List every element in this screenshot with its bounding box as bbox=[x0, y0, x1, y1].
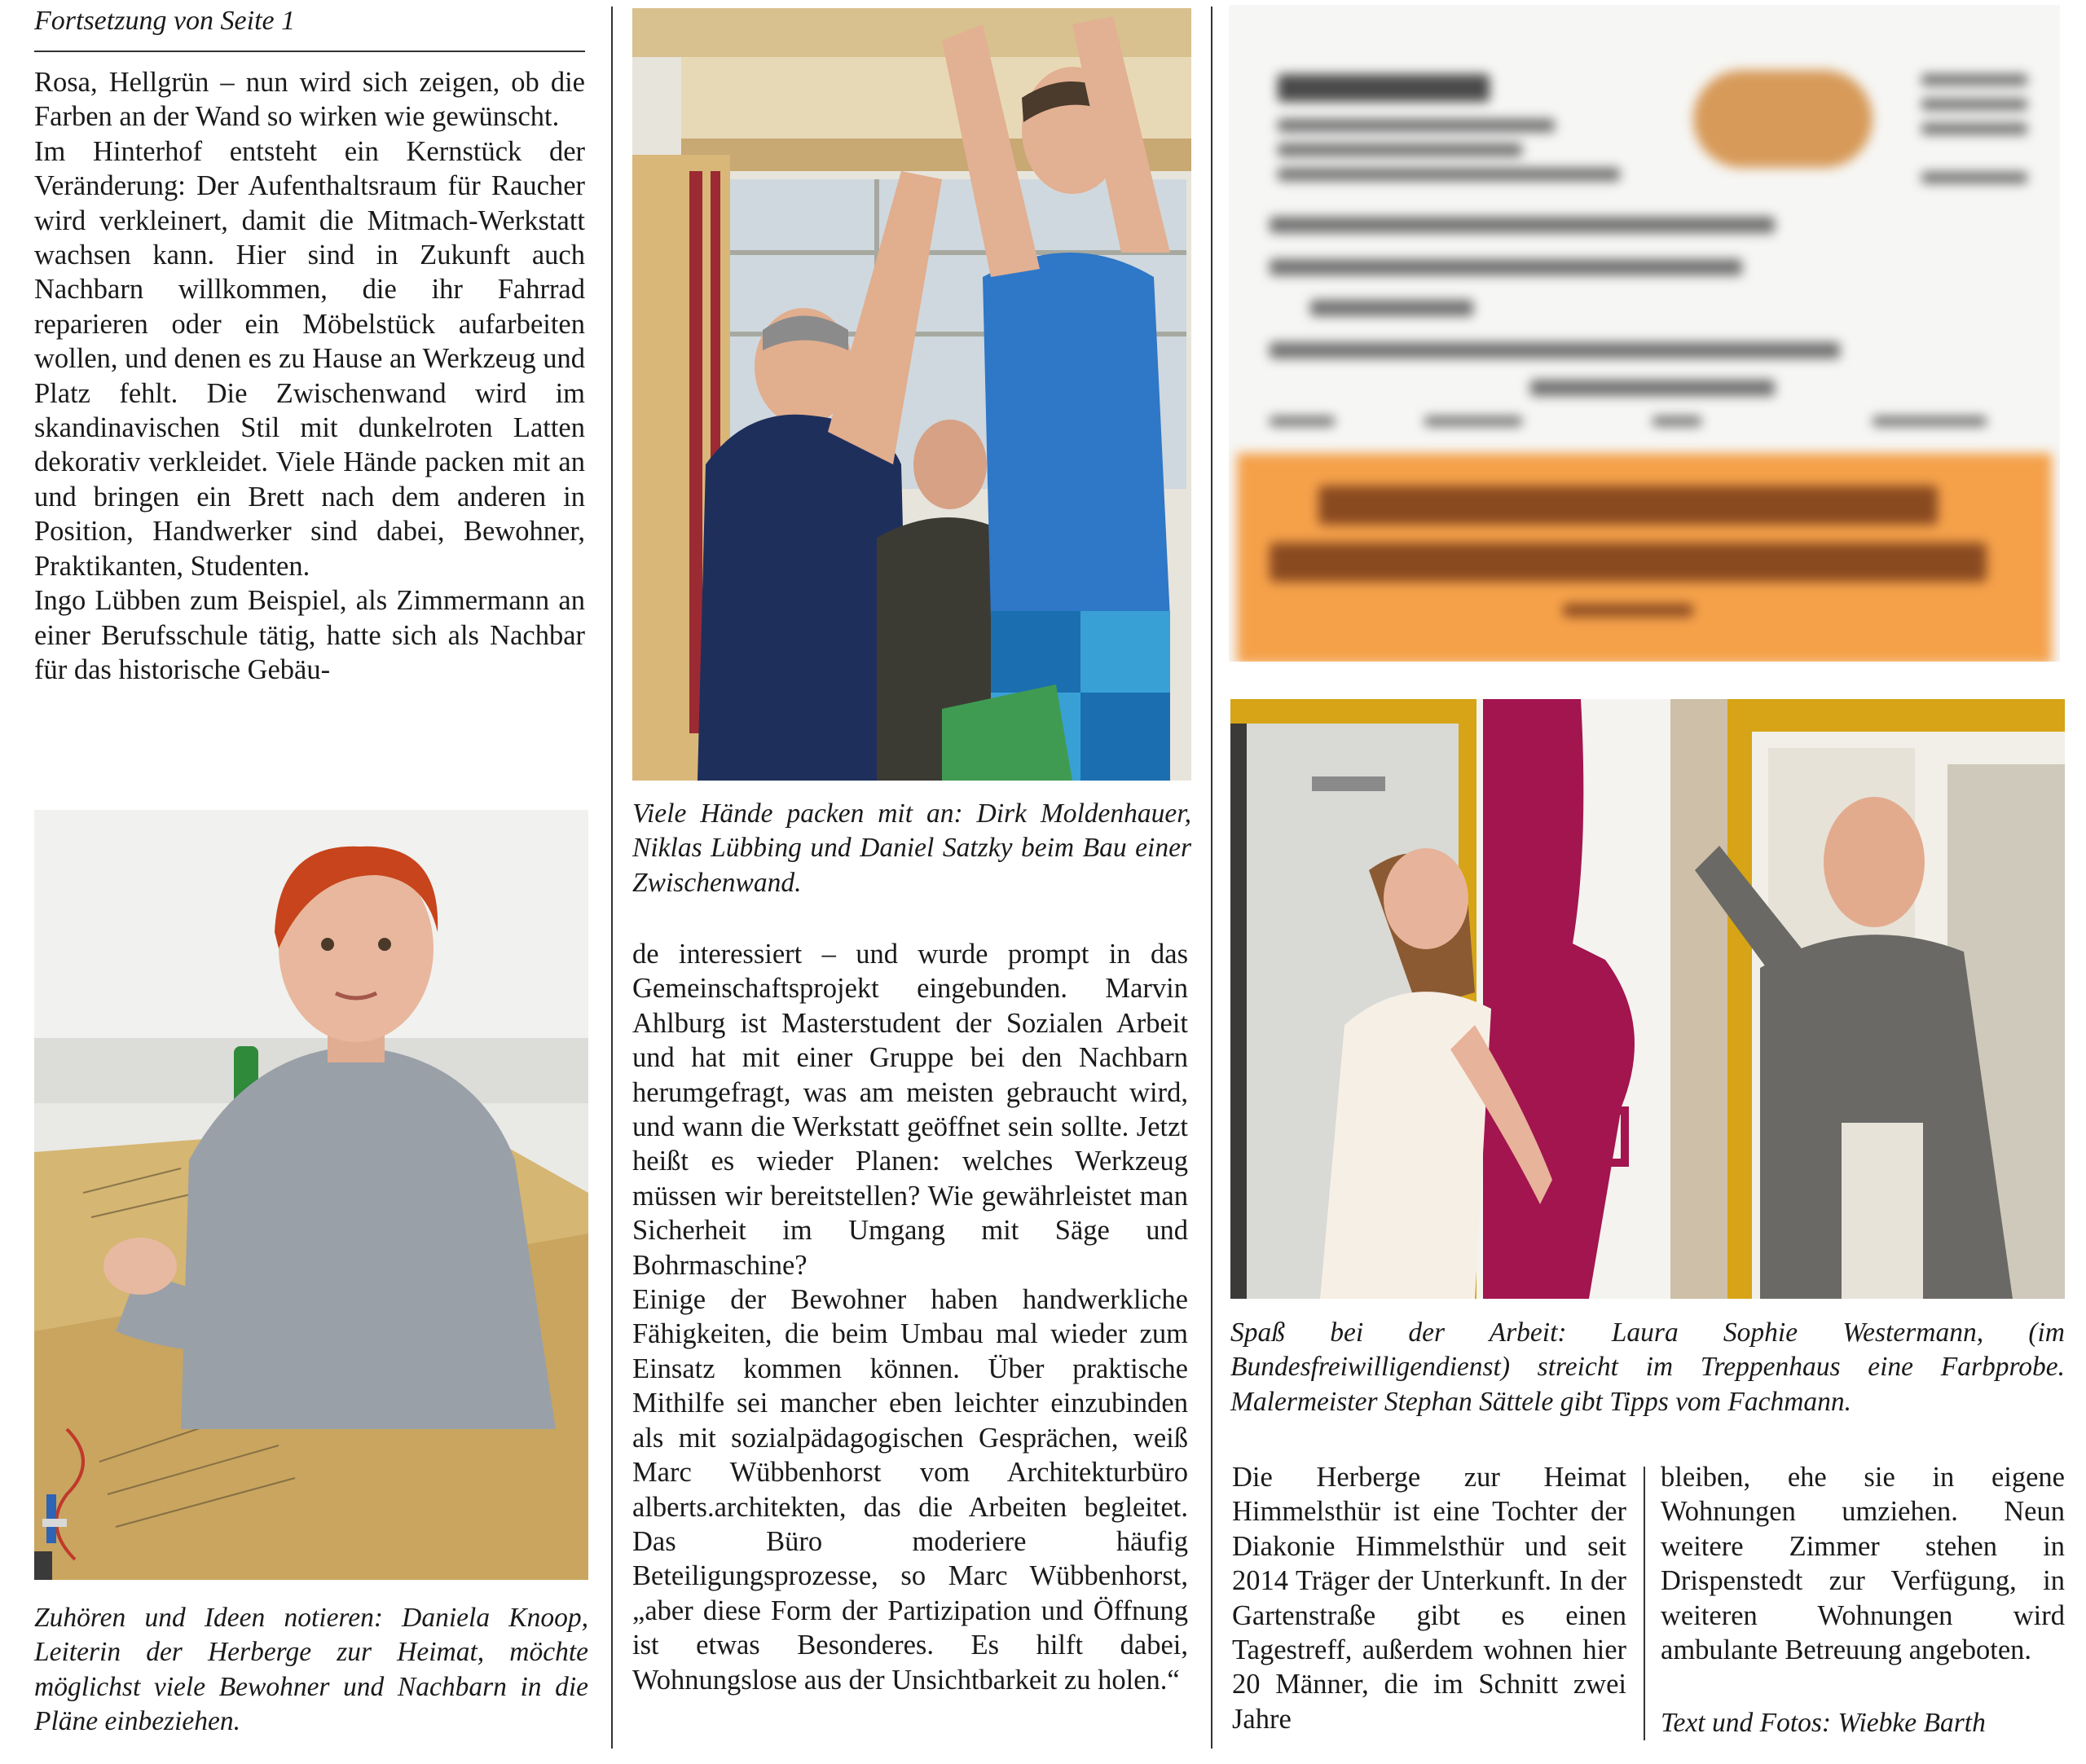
paragraph: Rosa, Hellgrün – nun wird sich zeigen, ob die Farben an der Wand so wirken wie gewünscht. bbox=[34, 67, 585, 133]
column-rule bbox=[1644, 1467, 1645, 1740]
column-rule bbox=[611, 7, 613, 1749]
paragraph: de interessiert – und wurde prompt in das Gemeinschaftsprojekt eingebunden. Marvin Ahlburg ist Masterstudent der Sozialen Arbeit und hat mit einer Gruppe bei den Nachbarn herumgefragt, was am meisten gebraucht wird, und wann die Werkstatt geöffnet sein sollte. Jetzt heißt es wieder Planen: welches Werkzeug müssen wir bereitstellen? Wie gewährleistet man Sicherheit im Umgang mit Säge und Bohrmaschine? bbox=[632, 939, 1188, 1281]
column-3b-text: bleiben, ehe sie in eigene Wohnungen umziehen. Neun weitere Zimmer stehen in Drispenstedt zur Verfügung, in weiteren Wohnungen wird ambulante Betreuung angeboten. bbox=[1661, 1462, 2065, 1666]
paragraph: Einige der Bewohner haben handwerkliche Fähigkeiten, die beim Umbau mal wieder zum Einsatz kommen können. Über praktische Mithilfe sei mancher eben leichter einzubinden als mit sozialpädagogischen Gesprächen, weiß Marc Wübbenhorst vom Architekturbüro alberts.architekten, das die Arbeiten begleitet. Das Büro moderiere häufig Beteiligungsprozesse, so Marc Wübbenhorst, „aber diese Form der Partizipation und Öffnung ist etwas Besonderes. Es hilft dabei, Wohnungslose aus der Unsichtbarkeit zu holen.“ bbox=[632, 1284, 1188, 1696]
column-1-text bbox=[34, 65, 585, 687]
photo-daniela-knoop bbox=[34, 810, 588, 1580]
photo-credit: Text und Fotos: Wiebke Barth bbox=[1661, 1708, 1986, 1738]
column-3a-text: Die Herberge zur Heimat Himmelsthür ist eine Tochter der Diakonie Himmelsthür und seit 2014 Träger der Unterkunft. In der Gartenstraße gibt es einen Tagestreff, außerdem wohnen hier 20 Männer, die im Schnitt zwei Jahre bbox=[1232, 1462, 1626, 1735]
caption-right-photo: Spaß bei der Arbeit: Laura Sophie Westermann, (im Bundesfreiwilligendienst) streicht im Treppenhaus eine Farbprobe. Malermeister Stephan Sättele gibt Tipps vom Fachmann. bbox=[1230, 1318, 2065, 1417]
paragraph: Ingo Lübben zum Beispiel, als Zimmermann an einer Berufsschule tätig, hatte sich als Nachbar für das historische Gebäu- bbox=[34, 585, 585, 685]
photo-zwischenwand bbox=[632, 8, 1191, 781]
caption-left-photo: Zuhören und Ideen notieren: Daniela Knoop, Leiterin der Herberge zur Heimat, möchte möglichst viele Bewohner und Nachbarn in die Pläne einbeziehen. bbox=[34, 1603, 588, 1737]
column-2-text bbox=[632, 937, 1188, 1697]
advertisement-blurred bbox=[1229, 5, 2060, 662]
kicker-rule bbox=[34, 51, 585, 52]
continuation-kicker: Fortsetzung von Seite 1 bbox=[34, 6, 296, 36]
caption-middle-photo: Viele Hände packen mit an: Dirk Moldenhauer, Niklas Lübbing und Daniel Satzky beim Bau einer Zwischenwand. bbox=[632, 798, 1191, 898]
column-rule bbox=[1211, 7, 1212, 1749]
photo-farbprobe bbox=[1230, 699, 2065, 1299]
paragraph: Im Hinterhof entsteht ein Kernstück der Veränderung: Der Aufenthaltsraum für Raucher wird verkleinert, damit die Mitmach-Werkstatt wachsen kann. Hier sind in Zukunft auch Nachbarn willkommen, die ihr Fahrrad reparieren oder ein Möbelstück aufarbeiten wollen, und denen es zu Hause an Werkzeug und Platz fehlt. Die Zwischenwand wird im skandinavischen Stil mit dunkelroten Latten dekorativ verkleidet. Viele Hände packen mit an und bringen ein Brett nach dem anderen in Position, Handwerker sind dabei, Bewohner, Praktikanten, Studenten. bbox=[34, 135, 585, 582]
